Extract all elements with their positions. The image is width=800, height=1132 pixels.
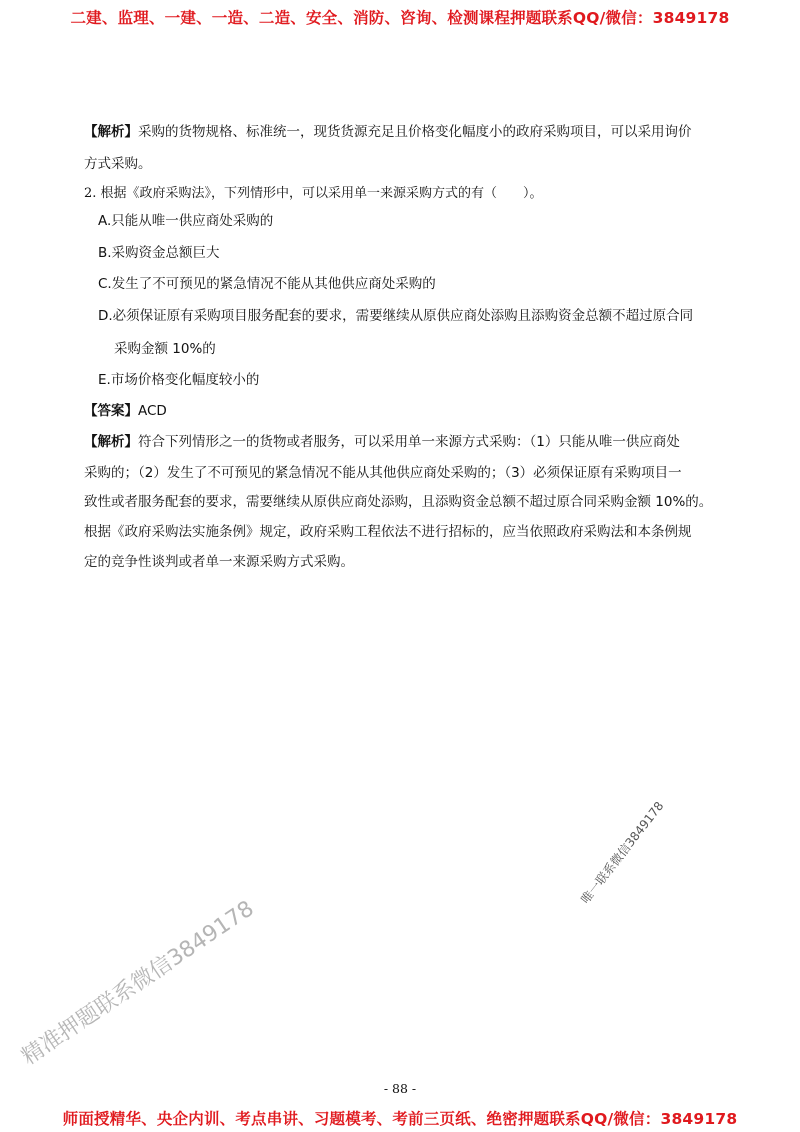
analysis-label: 【解析】 xyxy=(84,124,138,140)
option-d-continued: 采购金额 10%的 xyxy=(114,341,216,357)
option-b: B.采购资金总额巨大 xyxy=(98,245,220,261)
answer-value: ACD xyxy=(138,403,167,419)
option-d: D.必须保证原有采购项目服务配套的要求，需要继续从原供应商处添购且添购资金总额不超过原合同 xyxy=(98,308,694,324)
answer-line xyxy=(84,401,167,421)
analysis-text: 符合下列情形之一的货物或者服务，可以采用单一来源方式采购：（1）只能从唯一供应商处 xyxy=(138,434,680,450)
watermark-left: 精准押题联系微信3849178 xyxy=(17,896,259,1071)
page-number: - 88 - xyxy=(383,1081,417,1096)
analysis-line-5: 定的竞争性谈判或者单一来源采购方式采购。 xyxy=(84,554,354,570)
watermark-right: 唯一联系微信3849178 xyxy=(578,798,667,907)
analysis-line-1 xyxy=(84,432,680,452)
analysis-label: 【解析】 xyxy=(84,434,138,450)
answer-label: 【答案】 xyxy=(84,403,138,419)
question-2: 2. 根据《政府采购法》，下列情形中，可以采用单一来源采购方式的有（ ）。 xyxy=(84,186,543,201)
option-e: E.市场价格变化幅度较小的 xyxy=(98,372,260,388)
analysis-line-4: 根据《政府采购法实施条例》规定，政府采购工程依法不进行招标的，应当依照政府采购法和本条例规 xyxy=(84,524,692,540)
footer-promo-banner: 师面授精华、央企内训、考点串讲、习题模考、考前三页纸、绝密押题联系QQ/微信：3849178 xyxy=(62,1110,738,1128)
analysis-line-2: 采购的；（2）发生了不可预见的紧急情况不能从其他供应商处采购的；（3）必须保证原有采购项目一 xyxy=(84,465,682,481)
analysis-line-3: 致性或者服务配套的要求，需要继续从原供应商处添购，且添购资金总额不超过原合同采购金额 10%的。 xyxy=(84,494,713,510)
option-c: C.发生了不可预见的紧急情况不能从其他供应商处采购的 xyxy=(98,276,436,292)
previous-analysis-line-1 xyxy=(84,122,692,142)
header-promo-banner: 二建、监理、一建、一造、二造、安全、消防、咨询、检测课程押题联系QQ/微信：3849178 xyxy=(70,9,730,27)
previous-analysis-text: 采购的货物规格、标准统一，现货货源充足且价格变化幅度小的政府采购项目，可以采用询价 xyxy=(138,124,692,140)
previous-analysis-line-2: 方式采购。 xyxy=(84,156,152,172)
option-a: A.只能从唯一供应商处采购的 xyxy=(98,213,274,229)
